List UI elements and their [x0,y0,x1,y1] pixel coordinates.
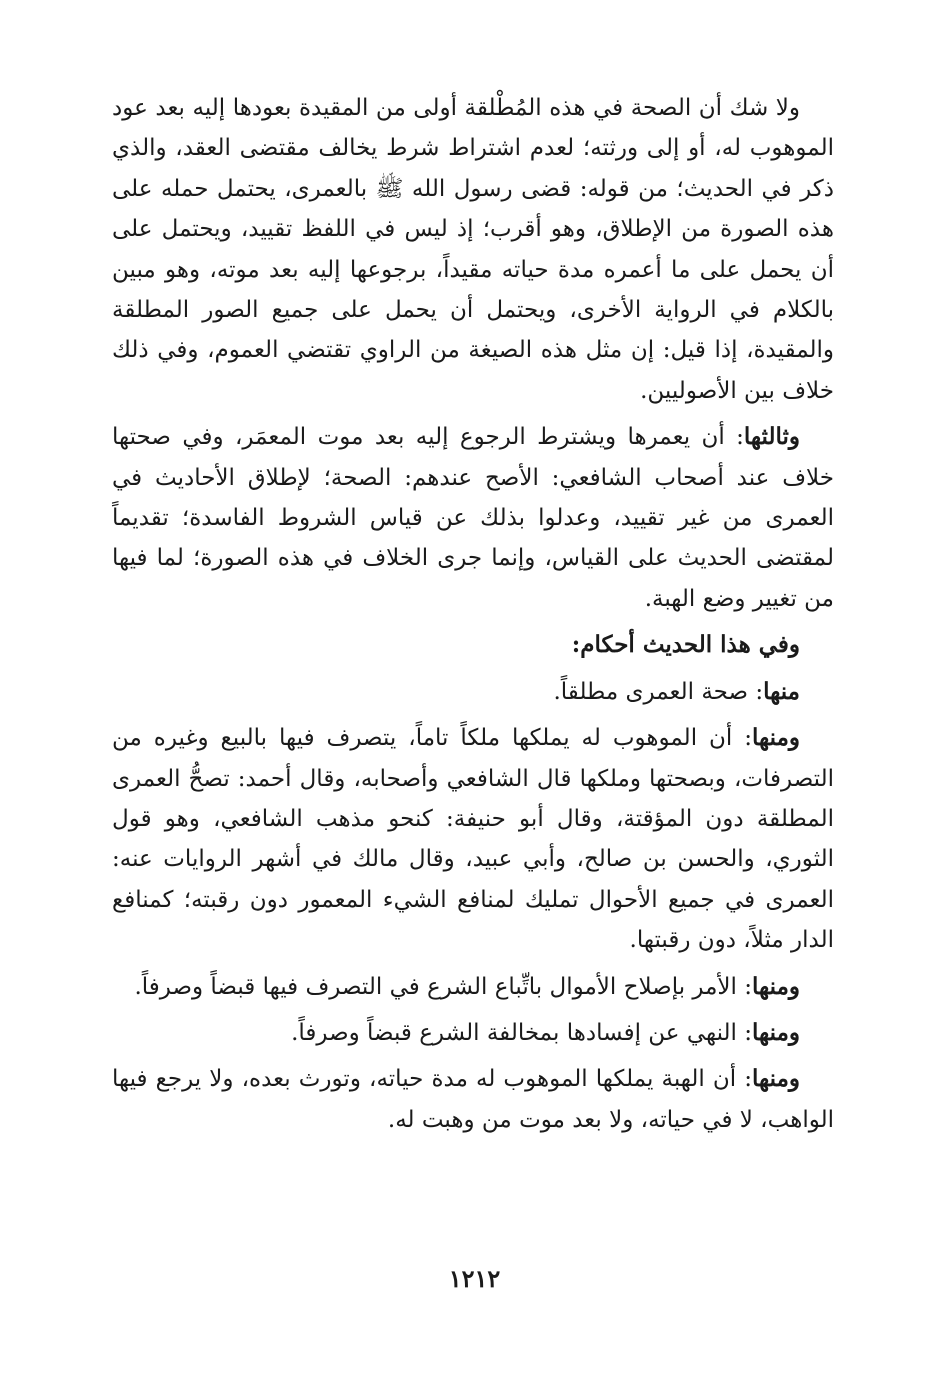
paragraph-text: : [571,631,581,659]
paragraph-ruling-2 [112,718,834,960]
paragraph-text: ولا شك أن الصحة في هذه المُطْلقة أولى من المقيدة بعودها إليه بعد عود الموهوب له، أو إلى ورثته؛ لعدم اشتراط شرط يخالف مقتضى العقد، والذي ذكر في الحديث؛ من قوله: قضى رسول الله ﷺ بالعمرى، يحتمل حمله على هذه الصورة من الإطلاق، وهو أقرب؛ إذ ليس في اللفظ تقييد، ويحتمل على أن يحمل على ما أعمره مدة حياته مقيداً، برجوعها إليه بعد موته، وهو مبين بالكلام في الرواية الأخرى، ويحتمل أن يحمل على جميع الصور المطلقة والمقيدة، إذا قيل: إن مثل هذه الصيغة من الراوي تقتضي العموم، وفي ذلك خلاف بين الأصوليين. [112,95,834,404]
paragraph-lead: ومنها [752,1065,800,1093]
paragraph-intro [112,88,834,411]
paragraph-text: : النهي عن إفسادها بمخالفة الشرع قبضاً وصرفاً. [291,1019,753,1046]
paragraph-third-case [112,417,834,619]
paragraph-lead: ومنها [752,972,800,1000]
paragraph-ruling-1 [112,672,834,712]
paragraph-text: : أن الهبة يملكها الموهوب له مدة حياته، وتورث بعده، ولا يرجع فيها الواهب، لا في حياته، ولا بعد موت من وهبت له. [112,1066,834,1133]
paragraph-text: : أن الموهوب له يملكها ملكاً تاماً، يتصرف فيها بالبيع وغيره من التصرفات، وبصحتها وملكها قال الشافعي وأصحابه، وقال أحمد: تصحُّ العمرى المطلقة دون المؤقتة، وقال أبو حنيفة: كنحو مذهب الشافعي، وهو قول الثوري، والحسن بن صالح، وأبي عبيد، وقال مالك في أشهر الروايات عنه: العمرى في جميع الأحوال تمليك لمنافع الشيء المعمور دون رقبته؛ كمنافع الدار مثلاً، دون رقبتها. [112,725,834,954]
paragraph-ruling-5 [112,1059,834,1140]
paragraph-lead: وفي هذا الحديث أحكام [580,631,800,659]
paragraph-lead: وثالثها [743,423,800,451]
paragraph-rulings-heading [112,625,834,665]
page-number: ١٢١٢ [448,1264,501,1293]
paragraph-ruling-3 [112,967,834,1007]
paragraph-text: : الأمر بإصلاح الأموال باتِّباع الشرع في التصرف فيها قبضاً وصرفاً. [134,973,753,1000]
paragraph-text: : صحة العمرى مطلقاً. [553,678,764,705]
paragraph-lead: منها [763,677,800,705]
paragraph-ruling-4 [112,1013,834,1053]
paragraph-lead: ومنها [752,1018,800,1046]
paragraph-text: : أن يعمرها ويشترط الرجوع إليه بعد موت المعمَر، وفي صحتها خلاف عند أصحاب الشافعي: الأصح عندهم: الصحة؛ لإطلاق الأحاديث في العمرى من غير تقييد، وعدلوا بذلك عن قياس الشروط الفاسدة؛ تقديماً لمقتضى الحديث على القياس، وإنما جرى الخلاف في هذه الصورة؛ لما فيها من تغيير وضع الهبة. [112,424,834,612]
body-text [112,88,834,1140]
paragraph-lead: ومنها [752,724,800,752]
